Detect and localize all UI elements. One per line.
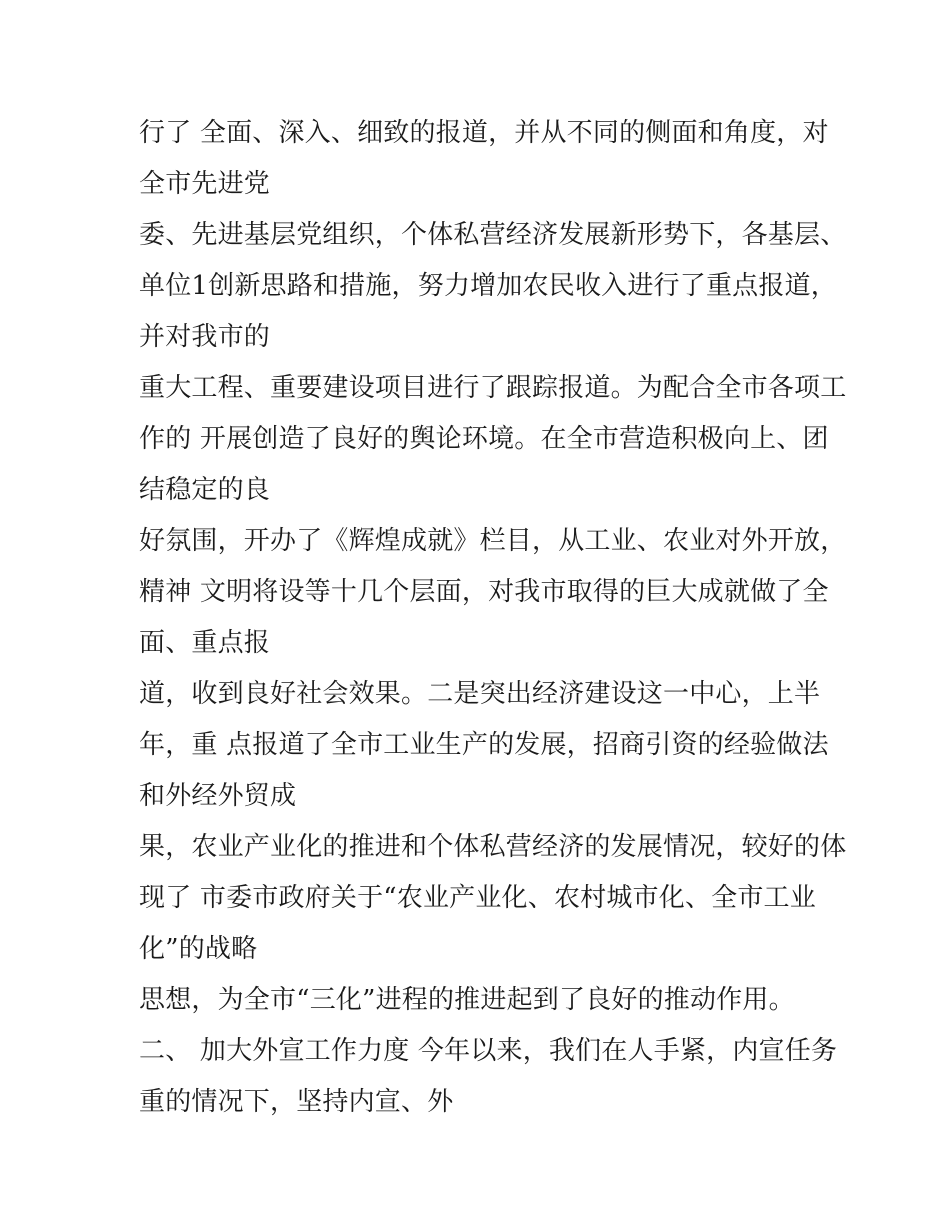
- text-line: 结稳定的良: [139, 475, 271, 505]
- text-line: 化”的战略: [139, 934, 258, 964]
- text-line: 精神 文明将设等十几个层面，对我市取得的巨大成就做了全: [139, 577, 829, 607]
- text-line: 年，重 点报道了全市工业生产的发展，招商引资的经验做法: [139, 730, 829, 760]
- text-line: 作的 开展创造了良好的舆论环境。在全市营造积极向上、团: [139, 424, 829, 454]
- text-line: 面、重点报: [139, 628, 271, 658]
- document-body: [139, 108, 847, 1128]
- text-line: 全市先进党: [139, 169, 271, 199]
- text-line: 二、 加大外宣工作力度 今年以来，我们在人手紧，内宣任务: [139, 1036, 838, 1066]
- text-line: 并对我市的: [139, 322, 271, 352]
- text-line: 单位1创新思路和措施，努力增加农民收入进行了重点报道，: [139, 271, 837, 301]
- text-line: 好氛围，开办了《辉煌成就》栏目，从工业、农业对外开放，: [139, 526, 847, 556]
- text-line: 道，收到良好社会效果。二是突出经济建设这一中心，上半: [139, 679, 821, 709]
- text-line: 果，农业产业化的推进和个体私营经济的发展情况，较好的体: [139, 832, 847, 862]
- text-line: 重大工程、重要建设项目进行了跟踪报道。为配合全市各项工: [139, 373, 847, 403]
- text-line: 现了 市委市政府关于“农业产业化、农村城市化、全市工业: [139, 883, 816, 913]
- text-line: 思想，为全市“三化”进程的推进起到了良好的推动作用。: [139, 985, 795, 1015]
- text-line: 行了 全面、深入、细致的报道，并从不同的侧面和角度，对: [139, 118, 829, 148]
- text-line: 重的情况下，坚持内宣、外: [139, 1087, 454, 1117]
- text-line: 和外经外贸成: [139, 781, 297, 811]
- text-line: 委、先进基层党组织，个体私营经济发展新形势下，各基层、: [139, 220, 847, 250]
